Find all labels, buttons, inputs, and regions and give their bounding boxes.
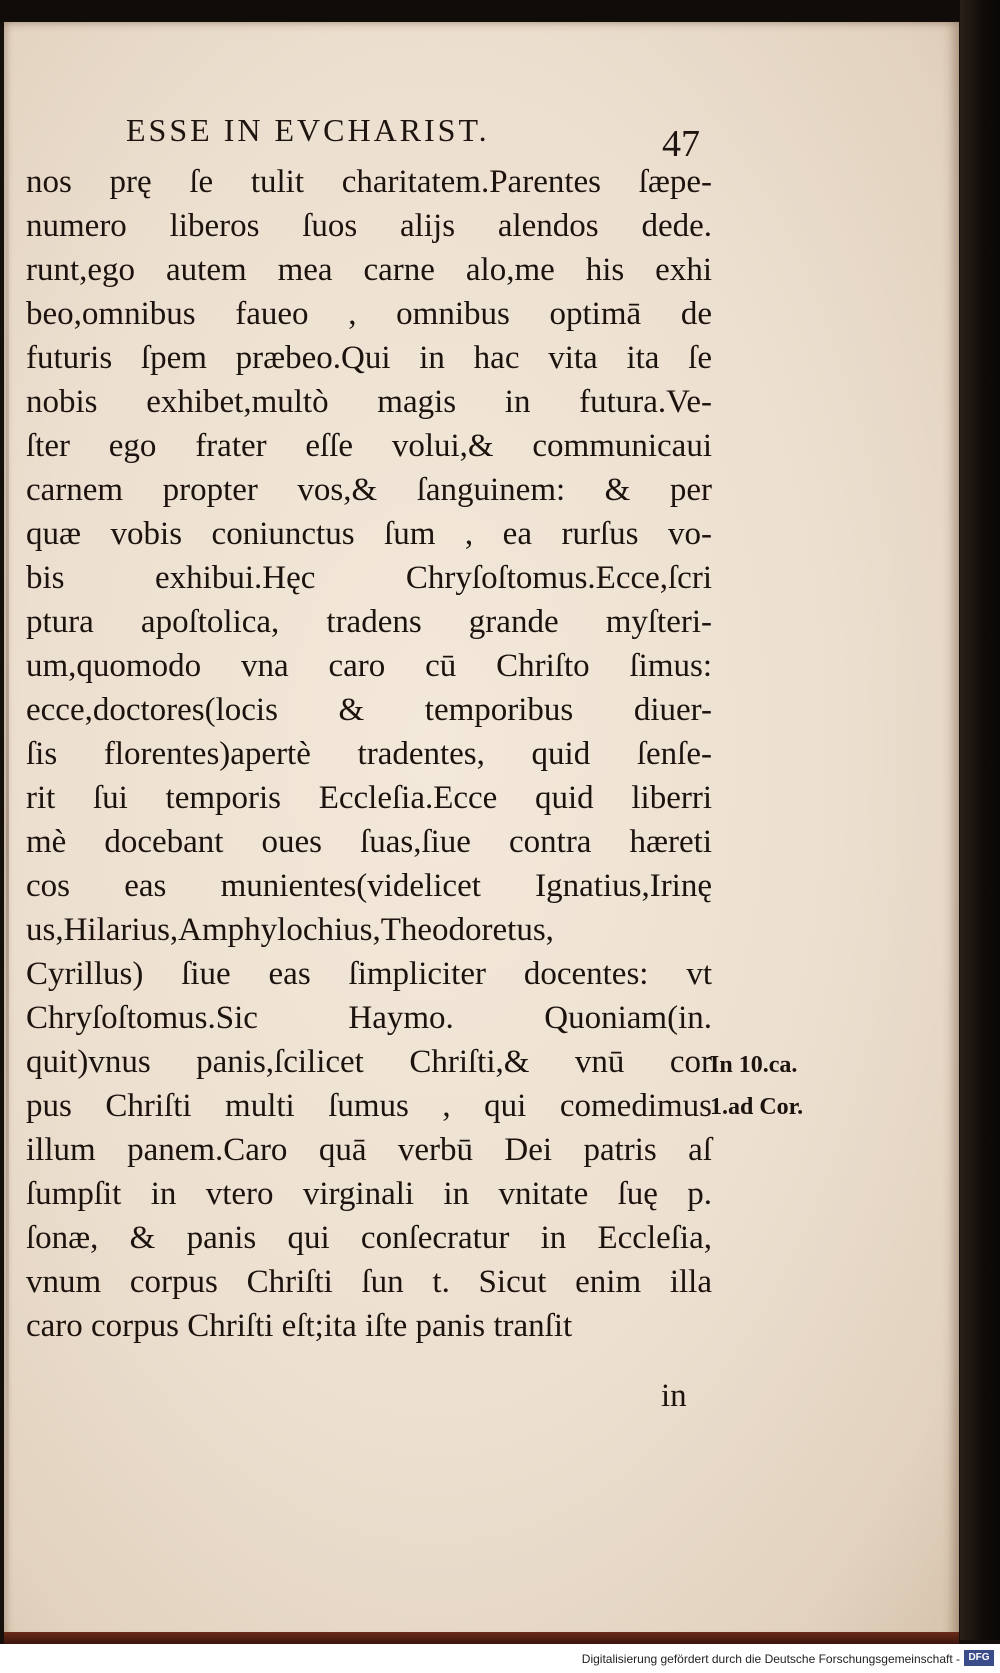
catchword: in <box>661 1378 687 1414</box>
scan-border-right <box>960 0 1000 1640</box>
text-line: numero liberos ſuos alijs alendos dede. <box>26 208 712 244</box>
text-line: ſter ego frater eſſe volui,& communicaui <box>26 428 712 464</box>
scan-border-top <box>0 0 1000 22</box>
text-line: Chryſoſtomus.Sic Haymo. Quoniam(in. <box>26 1000 712 1036</box>
page-number: 47 <box>662 123 700 165</box>
page-bottom-edge <box>4 1632 959 1644</box>
text-line: Cyrillus) ſiue eas ſimpliciter docentes: vt <box>26 956 712 992</box>
text-line: cos eas munientes(videlicet Ignatius,Irinę <box>26 868 712 904</box>
text-line: vnum corpus Chriſti ſun t. Sicut enim illa <box>26 1264 712 1300</box>
text-line: ſonæ, & panis qui conſecratur in Eccleſia, <box>26 1220 712 1256</box>
text-line: quæ vobis coniunctus ſum , ea rurſus vo- <box>26 516 712 552</box>
text-line: futuris ſpem præbeo.Qui in hac vita ita ſe <box>26 340 712 376</box>
page-gutter <box>6 62 9 1622</box>
margin-note: 1.ad Cor. <box>710 1094 804 1120</box>
text-line: caro corpus Chriſti eſt;ita iſte panis tranſit <box>26 1308 573 1344</box>
text-line: nos prę ſe tulit charitatem.Parentes ſæpe- <box>26 164 712 200</box>
text-line: ptura apoſtolica, tradens grande myſteri- <box>26 604 712 640</box>
body-text <box>26 160 712 1348</box>
text-line: beo,omnibus faueo , omnibus optimā de <box>26 296 712 332</box>
text-line: um,quomodo vna caro cū Chriſto ſimus: <box>26 648 712 684</box>
text-line: illum panem.Caro quā verbū Dei patris aſ <box>26 1132 712 1168</box>
text-line: rit ſui temporis Eccleſia.Ecce quid liberri <box>26 780 712 816</box>
text-line: nobis exhibet,multò magis in futura.Ve- <box>26 384 712 420</box>
text-line: quit)vnus panis,ſcilicet Chriſti,& vnū cor <box>26 1044 712 1080</box>
text-line: mè docebant oues ſuas,ſiue contra hæreti <box>26 824 712 860</box>
text-line: ſumpſit in vtero virginali in vnitate ſuę p. <box>26 1176 712 1212</box>
margin-note: In 10.ca. <box>710 1052 798 1078</box>
funding-credit: Digitalisierung gefördert durch die Deutsche Forschungsgemeinschaft - <box>581 1652 960 1666</box>
text-line: pus Chriſti multi ſumus , qui comedimus <box>26 1088 712 1124</box>
text-line: us,Hilarius,Amphylochius,Theodoretus, <box>26 912 554 948</box>
text-line: carnem propter vos,& ſanguinem: & per <box>26 472 712 508</box>
digitization-footer <box>0 1644 1000 1673</box>
text-line: bis exhibui.Hęc Chryſoſtomus.Ecce,ſcri <box>26 560 712 596</box>
running-head: ESSE IN EVCHARIST. <box>126 112 490 148</box>
text-line: ſis florentes)apertè tradentes, quid ſenſe- <box>26 736 712 772</box>
dfg-logo: DFG <box>964 1650 994 1666</box>
text-line: ecce,doctores(locis & temporibus diuer- <box>26 692 712 728</box>
text-line: runt,ego autem mea carne alo,me his exhi <box>26 252 712 288</box>
